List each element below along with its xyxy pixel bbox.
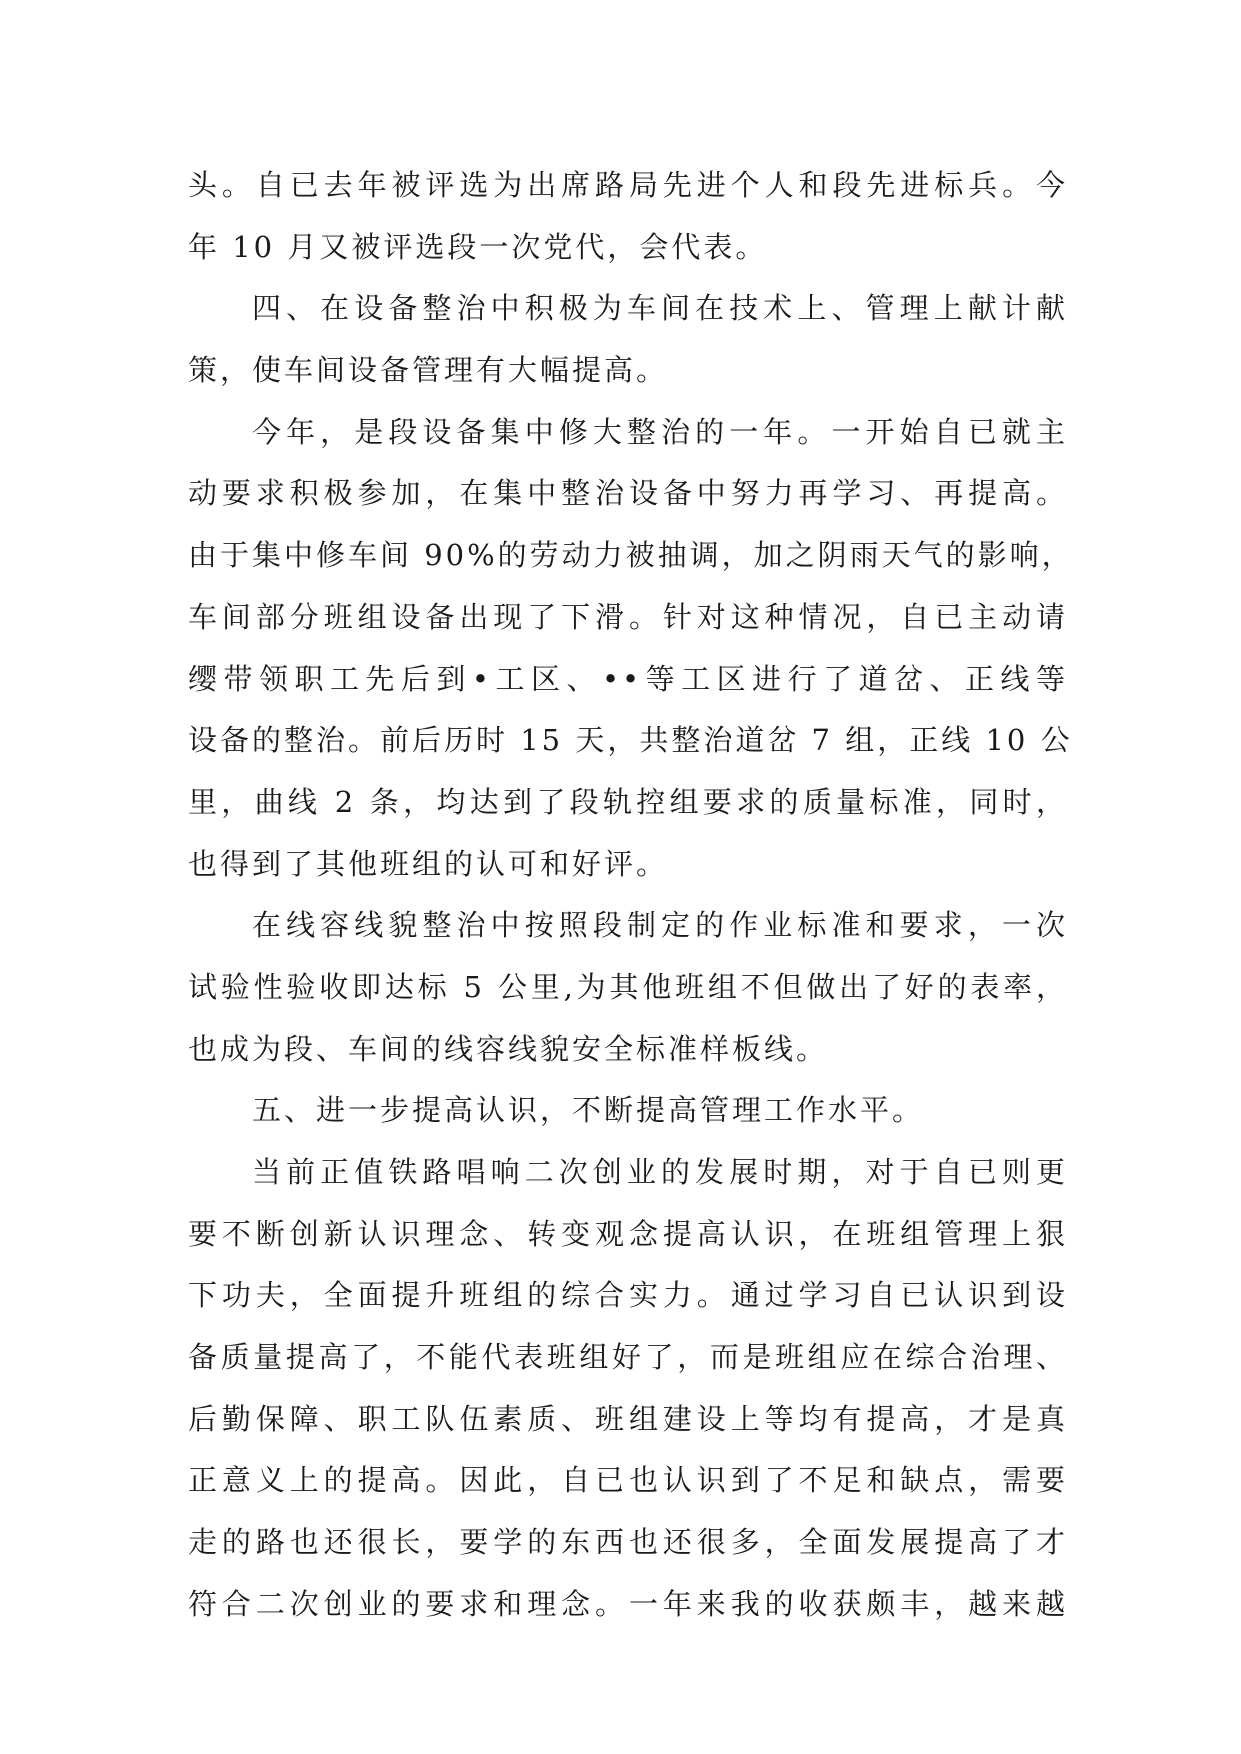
text-line: 试验性验收即达标 5 公里,为其他班组不但做出了好的表率，	[188, 969, 1068, 1004]
text-line: 也得到了其他班组的认可和好评。	[188, 846, 669, 881]
text-line: 策，使车间设备管理有大幅提高。	[188, 353, 669, 388]
text-line: 今年，是段设备集中修大整治的一年。一开始自已就主	[252, 414, 1068, 449]
text-line: 年 10 月又被评选段一次党代，会代表。	[188, 229, 768, 264]
text-line: 设备的整治。前后历时 15 天，共整治道岔 7 组，正线 10 公	[188, 723, 1073, 758]
body-text	[188, 155, 1074, 1636]
text-line: 四、在设备整治中积极为车间在技术上、管理上献计献	[252, 291, 1068, 326]
text-line: 备质量提高了，不能代表班组好了，而是班组应在综合治理、	[188, 1340, 1068, 1375]
text-line: 在线容线貌整治中按照段制定的作业标准和要求，一次	[252, 908, 1068, 943]
text-line: 后勤保障、职工队伍素质、班组建设上等均有提高，才是真	[188, 1401, 1068, 1436]
text-line: 头。自已去年被评选为出席路局先进个人和段先进标兵。今	[188, 168, 1068, 202]
text-line: 动要求积极参加，在集中整治设备中努力再学习、再提高。	[188, 476, 1068, 511]
text-line: 缨带领职工先后到•工区、••等工区进行了道岔、正线等	[188, 661, 1068, 696]
text-line: 正意义上的提高。因此，自已也认识到了不足和缺点，需要	[188, 1463, 1068, 1498]
text-line: 由于集中修车间 90%的劳动力被抽调，加之阴雨天气的影响，	[188, 538, 1074, 573]
text-line: 车间部分班组设备出现了下滑。针对这种情况，自已主动请	[188, 599, 1068, 634]
text-line: 走的路也还很长，要学的东西也还很多，全面发展提高了才	[188, 1525, 1068, 1560]
text-line: 要不断创新认识理念、转变观念提高认识，在班组管理上狠	[188, 1216, 1068, 1251]
text-line: 里，曲线 2 条，均达到了段轨控组要求的质量标准，同时，	[188, 784, 1068, 819]
text-line: 也成为段、车间的线容线貌安全标准样板线。	[188, 1031, 829, 1066]
text-line: 下功夫，全面提升班组的综合实力。通过学习自已认识到设	[188, 1278, 1068, 1313]
text-line: 当前正值铁路唱响二次创业的发展时期，对于自已则更	[252, 1155, 1068, 1189]
text-line: 符合二次创业的要求和理念。一年来我的收获颇丰，越来越	[188, 1586, 1068, 1621]
text-line: 五、进一步提高认识，不断提高管理工作水平。	[252, 1093, 925, 1128]
